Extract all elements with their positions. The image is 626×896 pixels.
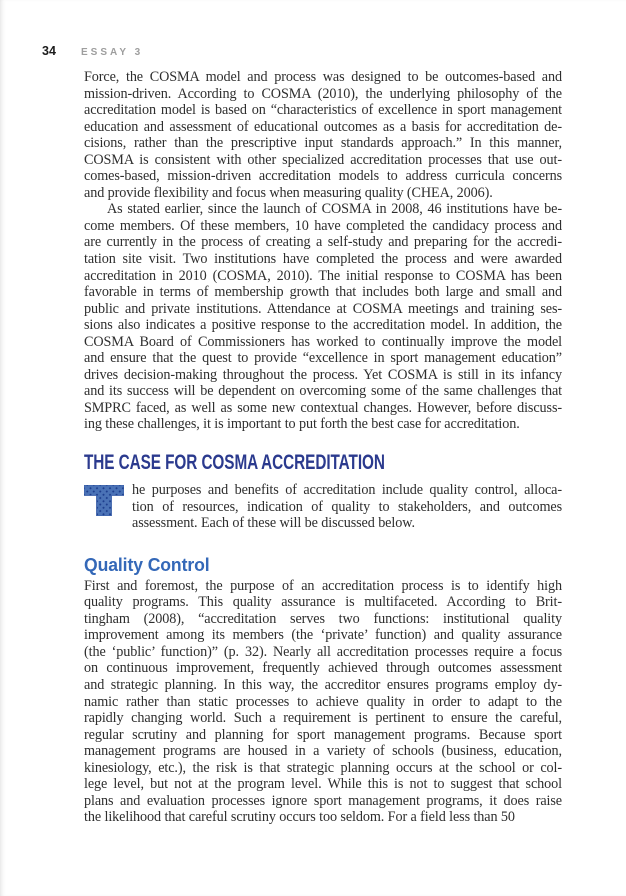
paragraph-1 <box>84 69 562 201</box>
text-line: tation site visit. Two institutions have completed the process and were awarded <box>84 251 562 268</box>
text-line: lege level, but not at the program level. While this is not to suggest that school <box>84 776 562 793</box>
paragraph-2 <box>84 201 562 433</box>
text-line: quality programs. This quality assurance is multifaceted. According to Brit- <box>84 594 562 611</box>
text-line: rapidly changing world. Such a requirement is pertinent to ensure the careful, <box>84 710 562 727</box>
text-line: (the ‘public’ function)” (p. 32). Nearly all accreditation processes require a focus <box>84 643 562 660</box>
text-line: sions also indicates a positive response to the accreditation model. In addition, the <box>84 317 562 334</box>
text-column <box>84 69 562 826</box>
text-line: tion of resources, indication of quality to stakeholders, and outcomes <box>132 498 562 515</box>
section-heading: THE CASE FOR COSMA ACCREDITATION <box>84 451 385 475</box>
text-line: and ensure that the quest to provide “excellence in sport management education” <box>84 350 562 367</box>
text-line: accreditation in 2010 (COSMA, 2010). The initial response to COSMA has been <box>84 267 562 284</box>
page-number: 34 <box>42 44 56 58</box>
running-head: ESSAY 3 <box>81 47 144 58</box>
text-line: COSMA is consistent with other specialized accreditation processes that use out- <box>84 151 562 168</box>
text-line: First and foremost, the purpose of an accreditation process is to identify high <box>84 577 562 594</box>
text-line: tingham (2008), “accreditation serves two functions: institutional quality <box>84 610 562 627</box>
dropcap-paragraph-lines <box>84 482 562 532</box>
text-line: cisions, rather than the prescriptive input standards approach.” In this manner, <box>84 135 562 152</box>
text-line: mission-driven. According to COSMA (2010), the underlying philosophy of the <box>84 85 562 102</box>
text-line: he purposes and benefits of accreditation include quality control, alloca- <box>132 482 562 499</box>
text-line: and provide flexibility and focus when measuring quality (CHEA, 2006). <box>84 184 493 201</box>
text-line: SMPRC faced, as well as some new contextual changes. However, before discuss- <box>84 399 562 416</box>
text-line: the likelihood that careful scrutiny occurs too seldom. For a field less than 50 <box>84 809 515 826</box>
text-line: education and assessment of educational outcomes as a basis for accreditation de- <box>84 118 562 135</box>
text-line: namic rather than static processes to achieve quality in order to adapt to the <box>84 693 562 710</box>
text-line: COSMA Board of Commissioners has worked to continually improve the model <box>84 333 562 350</box>
text-line: plans and evaluation processes ignore sport management programs, it does raise <box>84 792 562 809</box>
text-line: As stated earlier, since the launch of COSMA in 2008, 46 institutions have be- <box>107 201 562 218</box>
text-line: improvement among its members (the ‘private’ function) and quality assurance <box>84 627 562 644</box>
text-line: assessment. Each of these will be discussed below. <box>132 515 415 532</box>
paragraph-3 <box>84 578 562 826</box>
dropcap-letter-T <box>84 485 124 516</box>
text-line: Force, the COSMA model and process was designed to be outcomes-based and <box>84 69 562 85</box>
text-line: public and private institutions. Attendance at COSMA meetings and training ses- <box>84 300 562 317</box>
text-line: management programs are housed in a variety of schools (business, education, <box>84 743 562 760</box>
dropcap-paragraph <box>84 482 562 532</box>
text-line: regular scrutiny and planning for sport management programs. Because sport <box>84 726 562 743</box>
text-line: and strategic planning. In this way, the accreditor ensures programs employ dy- <box>84 676 562 693</box>
text-line: accreditation model is based on “characteristics of excellence in sport management <box>84 102 562 119</box>
text-line: drives decision-making throughout the process. Yet COSMA is still in its infancy <box>84 366 562 383</box>
text-line: are currently in the process of creating a self-study and preparing for the accredi- <box>84 234 562 251</box>
text-line: kinesiology, etc.), the risk is that strategic planning occurs at the school or col- <box>84 759 562 776</box>
text-line: on continuous improvement, frequently achieved through outcomes assessment <box>84 660 562 677</box>
text-line: ing these challenges, it is important to put forth the best case for accreditation. <box>84 416 520 433</box>
subsection-heading: Quality Control <box>84 553 210 575</box>
text-line: favorable in terms of membership growth that includes both large and small and <box>84 284 562 301</box>
text-line: comes-based, mission-driven accreditation models to address curricula concerns <box>84 168 562 185</box>
text-line: and its success will be dependent on overcoming some of the same challenges that <box>84 383 562 400</box>
text-line: come members. Of these members, 10 have completed the candidacy process and <box>84 217 562 234</box>
